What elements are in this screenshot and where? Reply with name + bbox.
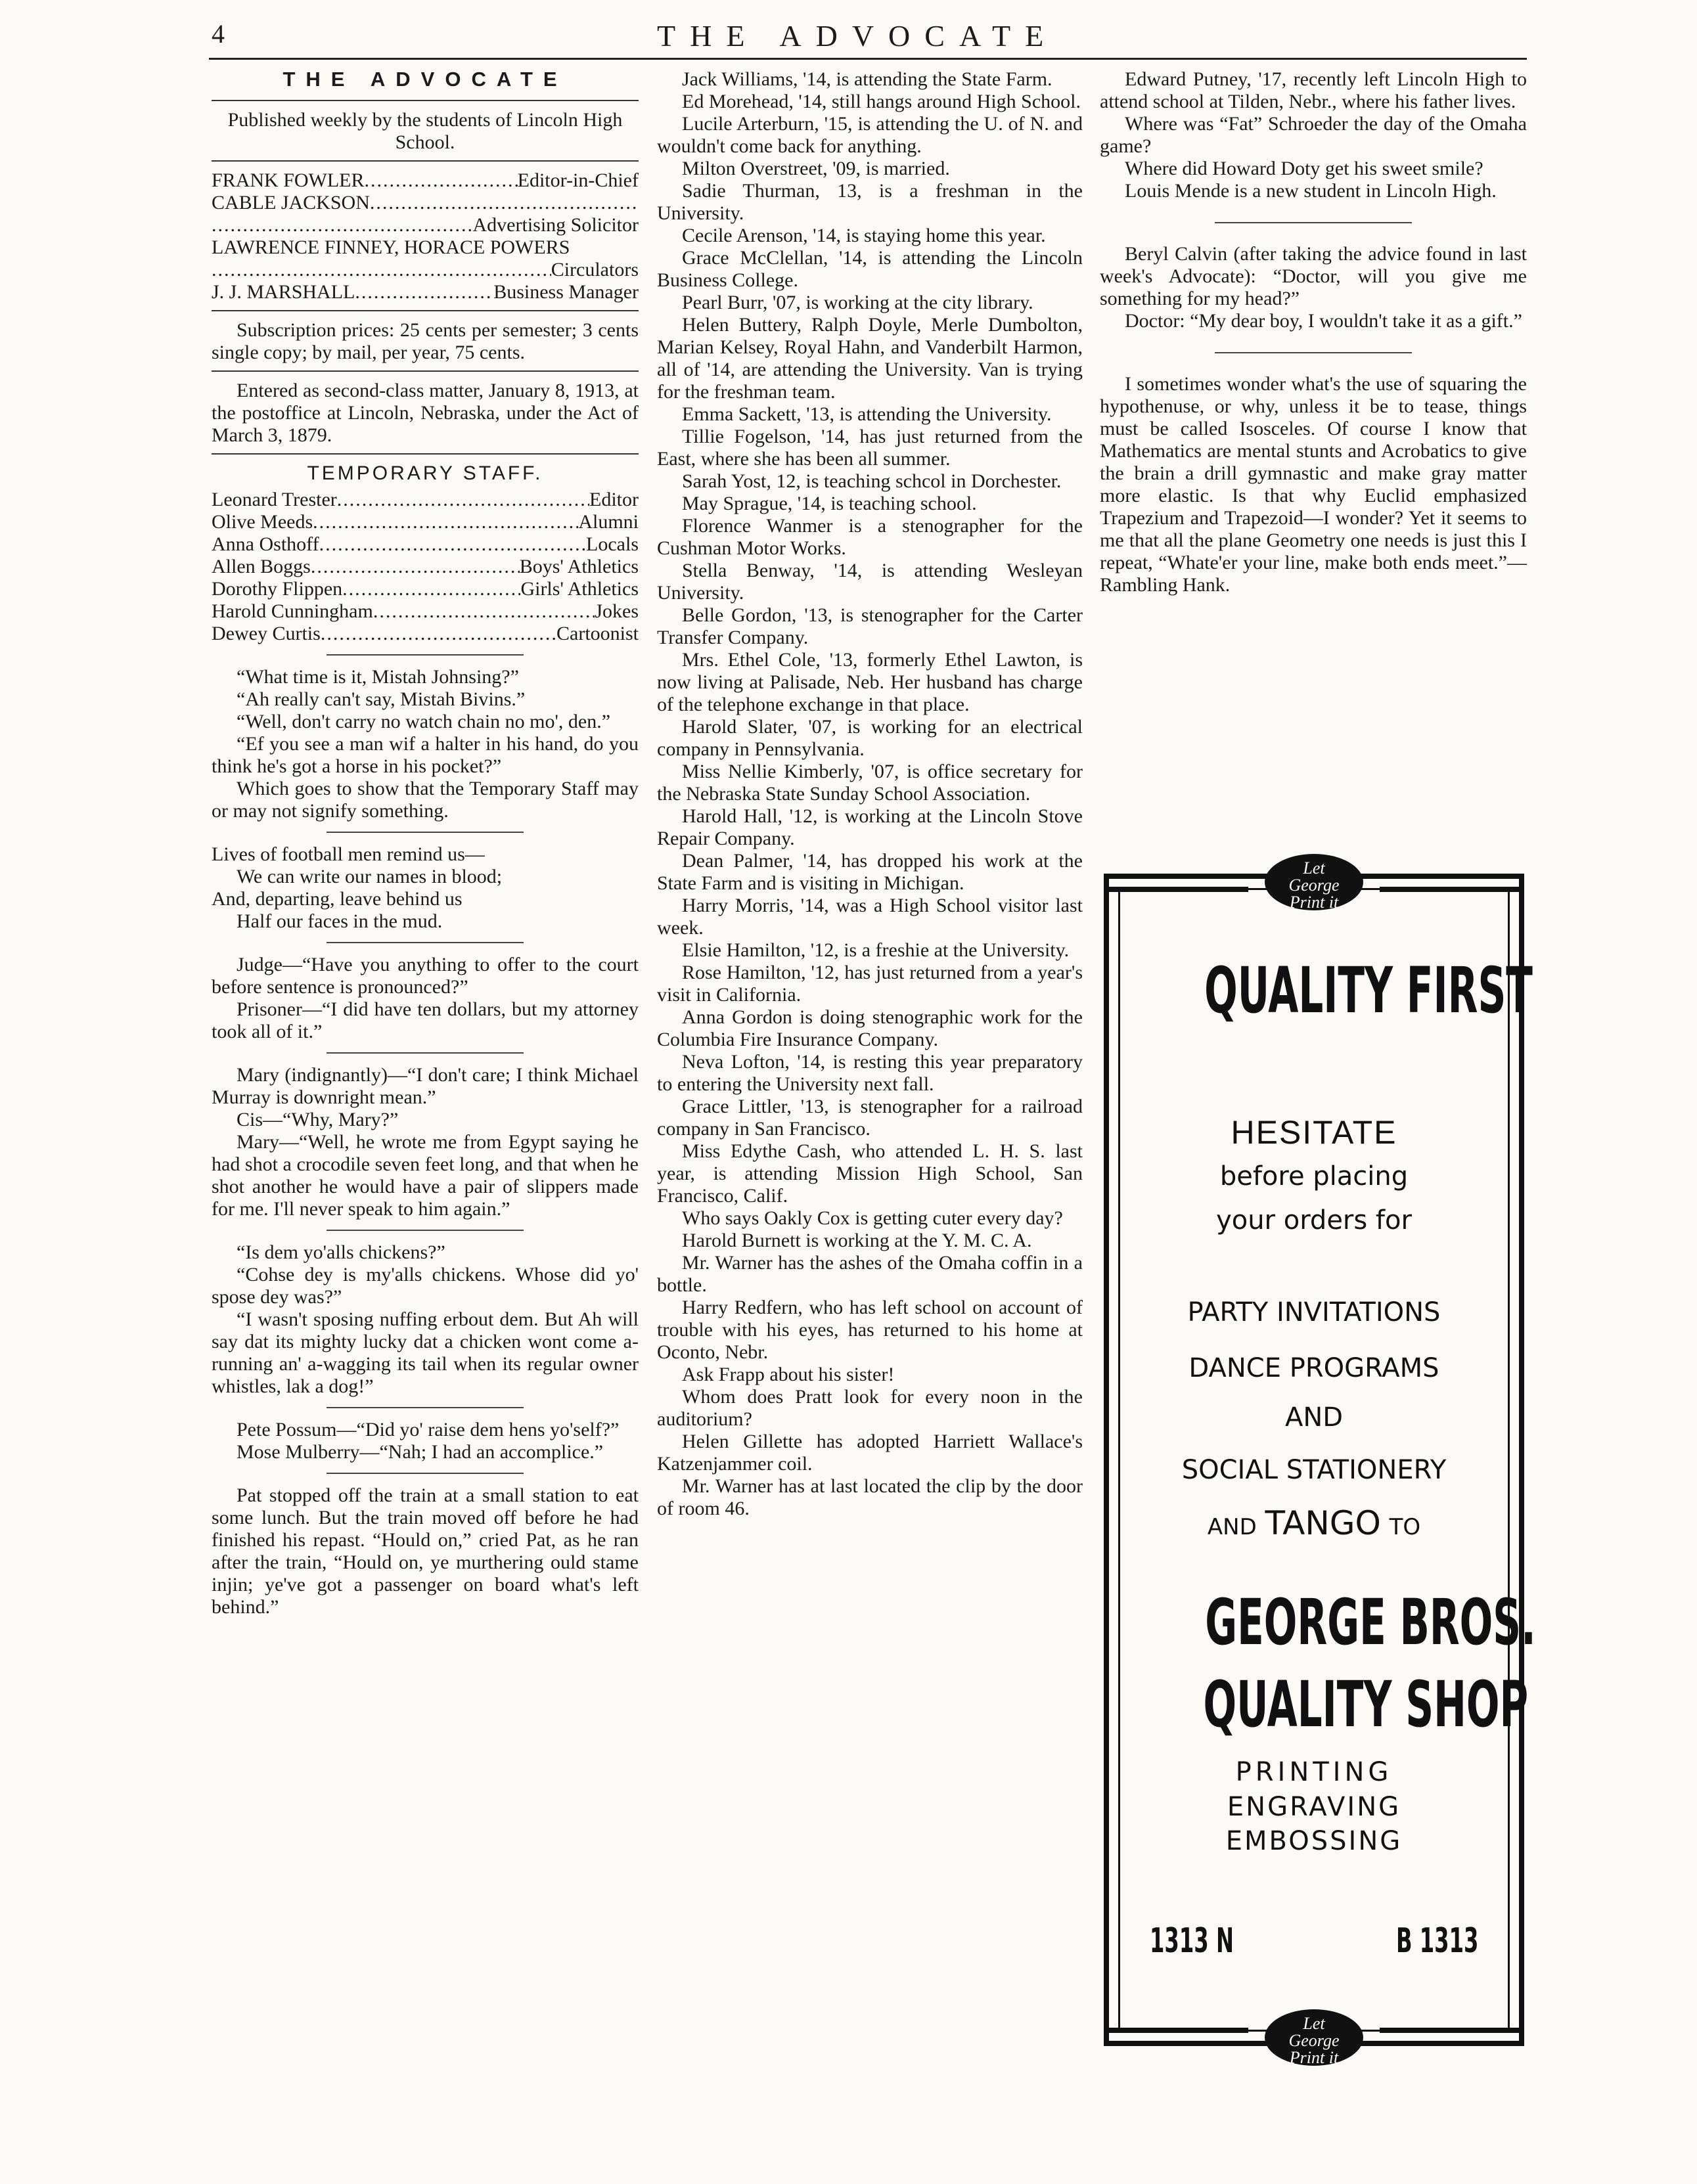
ad-embossing: EMBOSSING (1225, 1826, 1403, 1856)
joke-judge (212, 954, 639, 1043)
george-bros-advertisement (1104, 858, 1536, 2067)
ad-border-ornament (1104, 887, 1248, 892)
joke-pat (212, 1484, 639, 1618)
ad-phone-1: 1313 N (1150, 1921, 1234, 1961)
divider (327, 1473, 524, 1474)
alumni-note: Cecile Arenson, '14, is staying home this year. (682, 225, 1046, 246)
divider (212, 160, 639, 162)
temp-staff-line: Dewey Curtis ..... Cartoonist (212, 623, 639, 645)
temp-staff-line: Dorothy Flippen ..... Girls' Athletics (212, 578, 639, 600)
alumni-note: Dean Palmer, '14, has dropped his work at the State Farm and is visiting in Michigan. (657, 850, 1083, 894)
alumni-note: Miss Nellie Kimberly, '07, is office secretary for the Nebraska State Sunday School Association. (657, 761, 1083, 805)
ad-before-placing: before placing (1219, 1161, 1409, 1192)
alumni-note: Harry Morris, '14, was a High School visitor last week. (657, 895, 1083, 939)
staff-line: ..... Advertising Solicitor (212, 214, 639, 236)
alumni-note: Tillie Fogelson, '14, has just returned from the East, where she has been all summer. (657, 426, 1083, 470)
alumni-note: Rose Hamilton, '12, has just returned from a year's visit in California. (657, 962, 1083, 1006)
poem-line: Half our faces in the mud. (237, 910, 443, 932)
local-note: Where was “Fat” Schroeder the day of the Omaha game? (1100, 113, 1527, 157)
divider (212, 453, 639, 455)
temp-staff-line: Olive Meeds ..... Alumni (212, 511, 639, 533)
alumni-note: Florence Wanmer is a stenographer for the Cushman Motor Works. (657, 515, 1083, 559)
alumni-note: Mr. Warner has the ashes of the Omaha coffin in a bottle. (657, 1252, 1083, 1296)
alumni-note: Miss Edythe Cash, who attended L. H. S. last year, is attending Mission High School, San Francisco, Calif. (657, 1140, 1083, 1207)
masthead-title: THE ADVOCATE (283, 68, 568, 91)
staff-line: LAWRENCE FINNEY, HORACE POWERS (212, 236, 570, 258)
alumni-note: Ed Morehead, '14, still hangs around High School. (682, 91, 1081, 112)
poem-line: Lives of football men remind us— (212, 843, 485, 865)
staff-line: FRANK FOWLER ..... Editor-in-Chief (212, 169, 639, 192)
alumni-note: Who says Oakly Cox is getting cuter every day? (682, 1207, 1063, 1229)
joke-line: Pete Possum—“Did yo' raise dem hens yo'self?” (237, 1419, 620, 1440)
poem-line: And, departing, leave behind us (212, 888, 463, 910)
joke-line: “I wasn't sposing nuffing erbout dem. But Ah will say dat its mighty lucky dat a chicken wont come a-running an' a-wagging its tail when its regular owner whistles, lak a dog!” (212, 1308, 639, 1397)
divider (1215, 352, 1412, 353)
let-george-print-it-logo: Let George Print it (1265, 2009, 1363, 2066)
column-3 (1100, 68, 1527, 596)
published-notice: Published weekly by the students of Lincoln High School. (227, 109, 623, 153)
ad-quality-shop: QUALITY SHOP (1203, 1668, 1529, 1741)
alumni-note: Stella Benway, '14, is attending Wesleyan University. (657, 560, 1083, 604)
running-title: THE ADVOCATE (657, 19, 1058, 53)
alumni-note: Whom does Pratt look for every noon in the auditorium? (657, 1386, 1083, 1430)
divider (327, 832, 524, 833)
joke-line: Prisoner—“I did have ten dollars, but my attorney took all of it.” (212, 998, 639, 1042)
joke-line: “What time is it, Mistah Johnsing?” (237, 666, 519, 688)
ad-social-stationery: SOCIAL STATIONERY (1181, 1455, 1447, 1485)
joke-line: Cis—“Why, Mary?” (237, 1109, 399, 1130)
joke-watch (212, 666, 639, 822)
divider (1215, 222, 1412, 223)
alumni-note: Mrs. Ethel Cole, '13, formerly Ethel Lawton, is now living at Palisade, Neb. Her husband has charge of the telephone exchange in that place. (657, 649, 1083, 715)
ad-headline: QUALITY FIRST (1204, 954, 1533, 1027)
joke-line: Beryl Calvin (after taking the advice found in last week's Advocate): “Doctor, will you give me something for my head?” (1100, 243, 1527, 309)
alumni-note: Emma Sackett, '13, is attending the University. (682, 403, 1052, 425)
joke-chickens (212, 1241, 639, 1398)
joke-line: “Cohse dey is my'alls chickens. Whose did yo' spose dey was?” (212, 1264, 639, 1308)
alumni-note: Jack Williams, '14, is attending the State Farm. (682, 68, 1052, 90)
alumni-note: Elsie Hamilton, '12, is a freshie at the University. (682, 939, 1070, 961)
divider (212, 100, 639, 101)
joke-line: “Well, don't carry no watch chain no mo', den.” (237, 711, 611, 732)
football-poem (212, 843, 639, 933)
temporary-staff-list (212, 489, 639, 645)
divider (327, 654, 524, 656)
entry-notice: Entered as second-class matter, January 8, 1913, at the postoffice at Lincoln, Nebraska, under the Act of March 3, 1879. (212, 380, 639, 446)
alumni-note: Belle Gordon, '13, is stenographer for the Carter Transfer Company. (657, 604, 1083, 648)
staff-list (212, 169, 639, 303)
alumni-note: Mr. Warner has at last located the clip by the door of room 46. (657, 1475, 1083, 1519)
divider (212, 310, 639, 311)
joke-line: Mary—“Well, he wrote me from Egypt saying he had shot a crocodile seven feet long, and that when he shot another he would have a pair of slippers made for me. I'll never speak to him again.” (212, 1131, 639, 1220)
ad-party-invitations: PARTY INVITATIONS (1187, 1297, 1441, 1327)
temp-staff-line: Leonard Trester ..... Editor (212, 489, 639, 511)
alumni-note: Helen Buttery, Ralph Doyle, Merle Dumbolton, Marian Kelsey, Royal Hahn, and Vanderbilt Harmon, all of '14, are attending the University. Van is trying for the freshman team. (657, 314, 1083, 403)
divider (327, 1230, 524, 1231)
alumni-note: Lucile Arterburn, '15, is attending the U. of N. and wouldn't come back for anything. (657, 113, 1083, 157)
ad-and: AND (1284, 1402, 1344, 1433)
alumni-note: Ask Frapp about his sister! (682, 1364, 895, 1385)
let-george-print-it-logo: Let George Print it (1265, 854, 1363, 910)
joke-line: “Is dem yo'alls chickens?” (237, 1241, 445, 1263)
local-note: Edward Putney, '17, recently left Lincoln High to attend school at Tilden, Nebr., where his father lives. (1100, 68, 1527, 112)
joke-mary (212, 1064, 639, 1220)
ad-engraving: ENGRAVING (1227, 1792, 1401, 1822)
ad-hesitate: HESITATE (1231, 1114, 1397, 1151)
joke-possum (212, 1419, 639, 1463)
joke-line: Pat stopped off the train at a small station to eat some lunch. But the train moved off before he had finished his repast. “Hould on,” cried Pat, as he ran after the train, “Hould on, ye murthering ould stame injin; ye've got a passenger on board what's left behind.” (212, 1484, 639, 1618)
ad-border-ornament (1380, 2028, 1524, 2033)
joke-line: “Ah really can't say, Mistah Bivins.” (237, 688, 526, 710)
local-note: Louis Mende is a new student in Lincoln High. (1125, 180, 1497, 202)
ad-phone-2: B 1313 (1395, 1921, 1478, 1961)
alumni-note: Neva Lofton, '14, is resting this year preparatory to entering the University next fall. (657, 1051, 1083, 1095)
joke-line: Judge—“Have you anything to offer to the court before sentence is pronounced?” (212, 954, 639, 998)
joke-line: Which goes to show that the Temporary Staff may or may not signify something. (212, 778, 639, 822)
ad-printing: PRINTING (1235, 1757, 1393, 1787)
ad-border-ornament (1104, 2028, 1248, 2033)
staff-line: ..... Circulators (212, 259, 639, 281)
staff-line: J. J. MARSHALL ..... Business Manager (212, 281, 639, 303)
alumni-note: May Sprague, '14, is teaching school. (682, 493, 977, 514)
divider (327, 1407, 524, 1408)
joke-line: Mose Mulberry—“Nah; I had an accomplice.” (237, 1441, 604, 1463)
alumni-note: Harry Redfern, who has left school on account of trouble with his eyes, has returned to his home at Oconto, Nebr. (657, 1297, 1083, 1363)
temp-staff-line: Anna Osthoff ..... Locals (212, 533, 639, 556)
column-1 (212, 68, 639, 1618)
alumni-note: Grace Littler, '13, is stenographer for a railroad company in San Francisco. (657, 1096, 1083, 1140)
local-note: Where did Howard Doty get his sweet smile? (1125, 158, 1483, 179)
poem-line: We can write our names in blood; (237, 866, 503, 887)
divider (327, 1052, 524, 1054)
alumni-note: Helen Gillette has adopted Harriett Wallace's Katzenjammer coil. (657, 1431, 1083, 1475)
alumni-note: Harold Burnett is working at the Y. M. C. A. (682, 1230, 1032, 1251)
column-2-alumni-notes (657, 68, 1083, 1520)
divider (327, 942, 524, 943)
subscription-prices: Subscription prices: 25 cents per semester; 3 cents single copy; by mail, per year, 75 cents. (212, 319, 639, 363)
ad-george-bros: GEORGE BROS. (1205, 1586, 1536, 1659)
alumni-note: Harold Slater, '07, is working for an electrical company in Pennsylvania. (657, 716, 1083, 760)
alumni-note: Pearl Burr, '07, is working at the city library. (682, 292, 1033, 313)
header-rule (209, 58, 1527, 60)
alumni-note: Anna Gordon is doing stenographic work for the Columbia Fire Insurance Company. (657, 1006, 1083, 1050)
divider (212, 370, 639, 372)
joke-line: Doctor: “My dear boy, I wouldn't take it as a gift.” (1125, 310, 1522, 332)
ad-your-orders: your orders for (1216, 1205, 1412, 1236)
page-number: 4 (212, 19, 225, 49)
temporary-staff-title: TEMPORARY STAFF. (307, 462, 543, 484)
ad-border-ornament (1380, 887, 1524, 892)
temp-staff-line: Allen Boggs ..... Boys' Athletics (212, 556, 639, 578)
alumni-note: Grace McClellan, '14, is attending the Lincoln Business College. (657, 247, 1083, 291)
ad-and-tango-to: AND TANGO TO (1207, 1504, 1421, 1542)
joke-line: Mary (indignantly)—“I don't care; I think Michael Murray is downright mean.” (212, 1064, 639, 1108)
geometry-essay: I sometimes wonder what's the use of squaring the hypothenuse, or why, unless it be to tease, things must be called Isosceles. Of course I know that Mathematics are mental stunts and Acrobatics to give the brain a drill gymnastic and make gray matter more elastic. Is that why Euclid emphasized Trapezium and Trapezoid—I wonder? Yet it seems to me that all the plane Geometry one needs is just this I repeat, “Whate'er your line, make both ends meet.”—Rambling Hank. (1100, 373, 1527, 596)
joke-line: “Ef you see a man wif a halter in his hand, do you think he's got a horse in his pocket?” (212, 733, 639, 777)
ad-dance-programs: DANCE PROGRAMS (1188, 1353, 1439, 1383)
staff-line: CABLE JACKSON ..... (212, 192, 639, 214)
alumni-note: Harold Hall, '12, is working at the Lincoln Stove Repair Company. (657, 805, 1083, 849)
alumni-note: Sarah Yost, 12, is teaching schcol in Dorchester. (682, 470, 1062, 492)
alumni-note: Milton Overstreet, '09, is married. (682, 158, 950, 179)
alumni-note: Sadie Thurman, 13, is a freshman in the University. (657, 180, 1083, 224)
temp-staff-line: Harold Cunningham ..... Jokes (212, 600, 639, 623)
